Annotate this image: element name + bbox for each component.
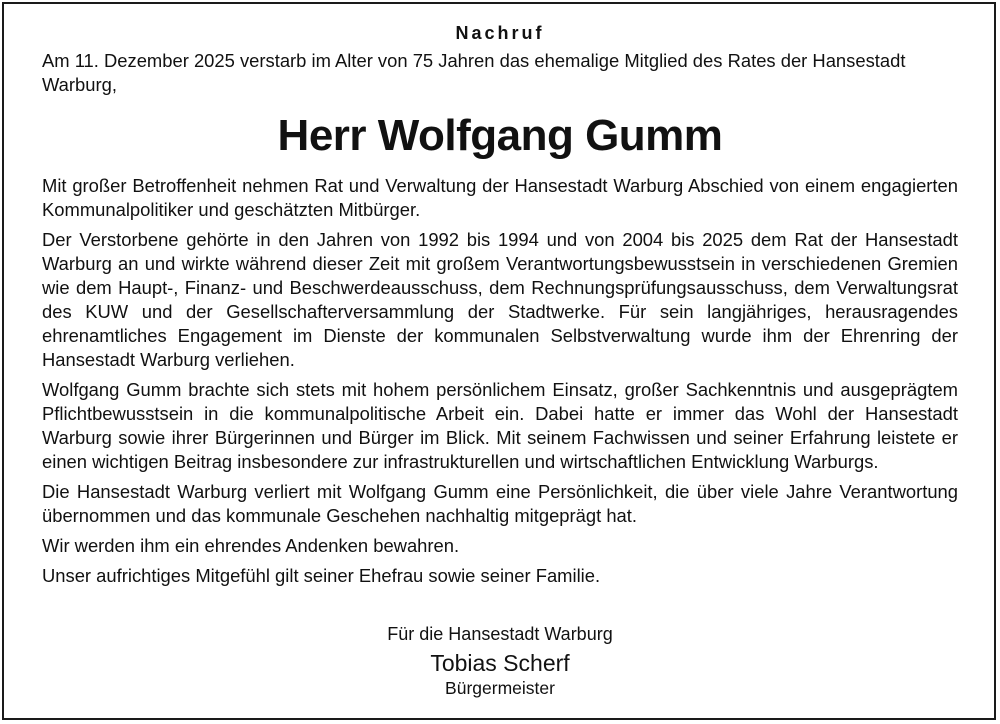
signer-name: Tobias Scherf (430, 650, 570, 676)
obituary-notice (42, 22, 958, 594)
paragraph-condolences: Unser aufrichtiges Mitgefühl gilt seiner Ehefrau sowie seiner Familie. (42, 565, 601, 586)
notice-heading: Nachruf (455, 23, 545, 43)
signature-block (42, 622, 958, 699)
paragraph-council-service: Der Verstorbene gehörte in den Jahren von 1992 bis 1994 und von 2004 bis 2025 dem Rat der Hansestadt Warburg an und wirkte während dieser Zeit mit großem Verantwortungsbewusstsein in verschiedenen Gremien wie dem Haupt-, Finanz- und Beschwerdeausschuss, dem Rechnungsprüfungsausschuss, dem Verwaltungsrat des KUW und der Gesellschafterversammlung der Stadtwerke. Für sein langjähriges, herausragendes ehrenamtliches Engagement im Dienste der kommunalen Selbstverwaltung wurde ihm der Ehrenring der Hansestadt Warburg verliehen. (42, 229, 958, 370)
signer-role: Bürgermeister (445, 678, 555, 698)
paragraph-legacy: Die Hansestadt Warburg verliert mit Wolfgang Gumm eine Persönlichkeit, die über viele Jahre Verantwortung übernommen und das kommunale Geschehen nachhaltig mitgeprägt hat. (42, 481, 958, 526)
paragraph-remembrance: Wir werden ihm ein ehrendes Andenken bewahren. (42, 535, 460, 556)
paragraph-farewell: Mit großer Betroffenheit nehmen Rat und Verwaltung der Hansestadt Warburg Abschied von einem engagierten Kommunalpolitiker und geschätzten Mitbürger. (42, 175, 958, 220)
paragraph-commitment: Wolfgang Gumm brachte sich stets mit hohem persönlichem Einsatz, großer Sachkenntnis und ausgeprägtem Pflichtbewusstsein in die kommunalpolitische Arbeit ein. Dabei hatte er immer das Wohl der Hansestadt Warburg sowie ihrer Bürgerinnen und Bürger im Blick. Mit seinem Fachwissen und seiner Erfahrung leistete er einen wichtigen Beitrag insbesondere zur infrastrukturellen und wirtschaftlichen Entwicklung Warburgs. (42, 379, 958, 472)
intro-text: Am 11. Dezember 2025 verstarb im Alter von 75 Jahren das ehemalige Mitglied des Rates der Hansestadt Warburg, (42, 50, 906, 95)
on-behalf-line: Für die Hansestadt Warburg (387, 624, 613, 644)
deceased-name: Herr Wolfgang Gumm (277, 111, 723, 160)
